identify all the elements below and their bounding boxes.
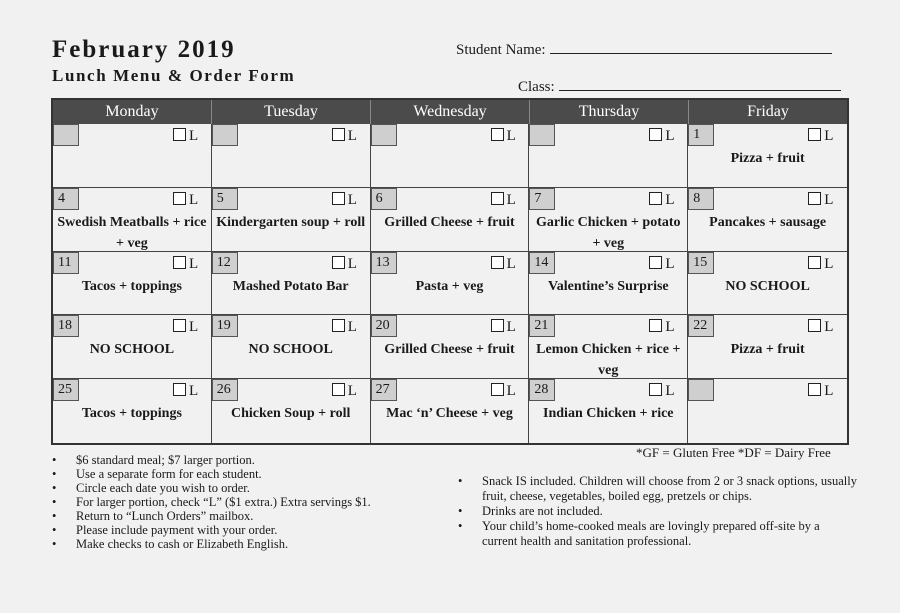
larger-portion-label: L xyxy=(189,128,199,144)
page-subtitle: Lunch Menu & Order Form xyxy=(52,66,296,85)
day-number[interactable] xyxy=(53,124,79,146)
calendar-day-cell[interactable] xyxy=(53,252,212,316)
checkbox-square-icon[interactable] xyxy=(173,319,186,332)
checkbox-square-icon[interactable] xyxy=(491,383,504,396)
day-number[interactable]: 8 xyxy=(688,188,714,210)
larger-portion-checkbox[interactable] xyxy=(491,319,516,335)
calendar-day-cell[interactable] xyxy=(53,188,212,252)
day-number[interactable]: 20 xyxy=(371,315,397,337)
calendar-day-cell[interactable] xyxy=(529,252,688,316)
meal-description: Pasta + veg xyxy=(415,278,484,294)
day-number[interactable]: 15 xyxy=(688,252,714,274)
meal-description: Pancakes + sausage xyxy=(709,214,827,230)
calendar-day-cell[interactable] xyxy=(212,315,371,379)
meal-description: Swedish Meatballs + rice + veg xyxy=(57,214,207,251)
checkbox-square-icon[interactable] xyxy=(173,192,186,205)
larger-portion-checkbox[interactable] xyxy=(332,256,357,272)
weekday-friday: Friday xyxy=(747,103,789,120)
instruction-item: • $6 standard meal; $7 larger portion. xyxy=(52,453,432,467)
larger-portion-label: L xyxy=(189,383,199,400)
larger-portion-checkbox[interactable] xyxy=(808,256,833,272)
checkbox-square-icon[interactable] xyxy=(808,192,821,205)
larger-portion-label: L xyxy=(347,191,357,208)
checkbox-square-icon[interactable] xyxy=(491,192,504,205)
larger-portion-label: L xyxy=(665,255,675,272)
calendar-day-cell[interactable] xyxy=(529,188,688,252)
calendar-day-cell[interactable] xyxy=(53,315,212,379)
larger-portion-label: L xyxy=(347,255,357,272)
instruction-item: • Use a separate form for each student. xyxy=(52,467,432,481)
larger-portion-label: L xyxy=(824,191,834,208)
checkbox-square-icon[interactable] xyxy=(173,383,186,396)
instruction-item: • Please include payment with your order. xyxy=(52,523,432,537)
student-name-label: Student Name: xyxy=(456,42,546,58)
checkbox-square-icon[interactable] xyxy=(808,319,821,332)
larger-portion-checkbox[interactable] xyxy=(332,383,357,399)
meal-description: Chicken Soup + roll xyxy=(231,406,351,422)
larger-portion-label: L xyxy=(665,191,675,208)
day-number[interactable]: 14 xyxy=(529,252,555,274)
larger-portion-checkbox[interactable] xyxy=(173,192,198,208)
weekday-monday: Monday xyxy=(53,100,212,124)
larger-portion-label: L xyxy=(189,191,199,208)
larger-portion-checkbox[interactable] xyxy=(649,192,674,208)
day-number[interactable] xyxy=(371,124,397,146)
calendar-day-cell[interactable] xyxy=(212,252,371,316)
larger-portion-label: L xyxy=(824,319,834,336)
day-number[interactable]: 28 xyxy=(529,379,555,401)
weekday-header xyxy=(53,100,847,124)
meal-description: NO SCHOOL xyxy=(248,342,333,358)
day-number[interactable]: 1 xyxy=(688,124,714,146)
meal-description: Valentine’s Surprise xyxy=(547,278,669,294)
meal-description: Pizza + fruit xyxy=(730,151,805,166)
larger-portion-checkbox[interactable] xyxy=(808,319,833,335)
checkbox-square-icon[interactable] xyxy=(332,256,345,269)
meal-description: NO SCHOOL xyxy=(725,278,810,294)
larger-portion-checkbox[interactable] xyxy=(332,319,357,335)
calendar-day-cell[interactable] xyxy=(53,379,212,443)
meal-description: Lemon Chicken + rice + veg xyxy=(536,342,681,379)
checkbox-square-icon[interactable] xyxy=(649,256,662,269)
larger-portion-label: L xyxy=(824,128,834,144)
larger-portion-checkbox[interactable] xyxy=(649,128,674,144)
checkbox-square-icon[interactable] xyxy=(649,319,662,332)
larger-portion-checkbox[interactable] xyxy=(649,256,674,272)
calendar-day-cell[interactable] xyxy=(371,252,530,316)
larger-portion-checkbox[interactable] xyxy=(491,192,516,208)
day-number[interactable]: 11 xyxy=(53,252,79,274)
note-item: • Drinks are not included. xyxy=(458,504,858,519)
diet-legend: *GF = Gluten Free *DF = Dairy Free xyxy=(636,445,831,460)
calendar-day-cell[interactable] xyxy=(688,315,847,379)
day-number[interactable]: 4 xyxy=(53,188,79,210)
class-line[interactable] xyxy=(559,76,841,91)
day-number[interactable]: 5 xyxy=(212,188,238,210)
class-label: Class: xyxy=(518,79,555,95)
day-number[interactable]: 22 xyxy=(688,315,714,337)
checkbox-square-icon[interactable] xyxy=(491,128,504,141)
larger-portion-checkbox[interactable] xyxy=(808,128,833,144)
note-item: • Your child’s home-cooked meals are lovingly prepared off-site by a current health and sanitation professional. xyxy=(458,519,858,549)
meal-description: NO SCHOOL xyxy=(89,342,175,358)
larger-portion-checkbox[interactable] xyxy=(491,256,516,272)
day-number[interactable]: 12 xyxy=(212,252,238,274)
checkbox-square-icon[interactable] xyxy=(649,383,662,396)
calendar-day-cell[interactable] xyxy=(529,315,688,379)
day-number[interactable]: 27 xyxy=(371,379,397,401)
larger-portion-label: L xyxy=(824,255,834,272)
calendar-day-cell[interactable] xyxy=(688,252,847,316)
calendar-day-cell[interactable] xyxy=(371,124,530,188)
calendar-day-cell[interactable] xyxy=(371,315,530,379)
day-number[interactable]: 19 xyxy=(212,315,238,337)
checkbox-square-icon[interactable] xyxy=(649,192,662,205)
larger-portion-checkbox[interactable] xyxy=(808,192,833,208)
larger-portion-checkbox[interactable] xyxy=(332,192,357,208)
larger-portion-label: L xyxy=(189,255,199,272)
checkbox-square-icon[interactable] xyxy=(808,128,821,141)
checkbox-square-icon[interactable] xyxy=(332,383,345,396)
calendar-day-cell[interactable] xyxy=(688,188,847,252)
weekday-tuesday: Tuesday xyxy=(212,100,371,124)
checkbox-square-icon[interactable] xyxy=(332,192,345,205)
checkbox-square-icon[interactable] xyxy=(808,383,821,396)
page-title: February 2019 xyxy=(52,36,236,63)
larger-portion-label: L xyxy=(665,383,675,400)
larger-portion-checkbox[interactable] xyxy=(332,128,357,144)
student-name-field[interactable] xyxy=(456,39,832,59)
larger-portion-label: L xyxy=(506,319,516,336)
calendar-day-cell[interactable] xyxy=(371,379,530,443)
checkbox-square-icon[interactable] xyxy=(808,256,821,269)
calendar-day-cell[interactable] xyxy=(371,188,530,252)
larger-portion-label: L xyxy=(347,128,357,144)
day-number[interactable]: 26 xyxy=(212,379,238,401)
day-number[interactable]: 13 xyxy=(371,252,397,274)
weekday-thursday: Thursday xyxy=(530,100,689,124)
day-number[interactable]: 7 xyxy=(529,188,555,210)
calendar-day-cell[interactable] xyxy=(212,124,371,188)
checkbox-square-icon[interactable] xyxy=(491,319,504,332)
meal-description: Pizza + fruit xyxy=(730,342,805,358)
checkbox-square-icon[interactable] xyxy=(173,256,186,269)
checkbox-square-icon[interactable] xyxy=(332,319,345,332)
calendar-grid xyxy=(53,124,847,443)
student-name-line[interactable] xyxy=(550,39,832,54)
meal-description: Mashed Potato Bar xyxy=(232,278,349,294)
checkbox-square-icon[interactable] xyxy=(649,128,662,141)
day-number[interactable] xyxy=(688,379,714,401)
lunch-calendar xyxy=(51,98,849,445)
calendar-day-cell[interactable] xyxy=(529,124,688,188)
calendar-day-cell[interactable] xyxy=(529,379,688,443)
meal-description: Mac ‘n’ Cheese + veg xyxy=(386,406,513,422)
day-number[interactable] xyxy=(212,124,238,146)
larger-portion-label: L xyxy=(824,383,834,400)
calendar-day-cell[interactable] xyxy=(212,379,371,443)
larger-portion-checkbox[interactable] xyxy=(649,319,674,335)
calendar-day-cell[interactable] xyxy=(53,124,212,188)
larger-portion-checkbox[interactable] xyxy=(808,383,833,399)
larger-portion-label: L xyxy=(189,319,199,336)
checkbox-square-icon[interactable] xyxy=(491,256,504,269)
meal-description: Kindergarten soup + roll xyxy=(216,214,366,230)
larger-portion-label: L xyxy=(347,319,357,336)
larger-portion-checkbox[interactable] xyxy=(173,383,198,399)
larger-portion-label: L xyxy=(506,383,516,400)
day-number[interactable] xyxy=(529,124,555,146)
checkbox-square-icon[interactable] xyxy=(173,128,186,141)
larger-portion-checkbox[interactable] xyxy=(491,383,516,399)
weekday-wednesday: Wednesday xyxy=(371,100,530,124)
larger-portion-checkbox[interactable] xyxy=(173,128,198,144)
larger-portion-label: L xyxy=(665,319,675,336)
calendar-day-cell[interactable] xyxy=(688,379,847,443)
instruction-item: • Make checks to cash or Elizabeth English. xyxy=(52,537,432,551)
meal-notes xyxy=(458,474,858,549)
meal-description: Indian Chicken + rice xyxy=(543,406,674,422)
calendar-day-cell[interactable] xyxy=(688,124,847,188)
meal-description: Grilled Cheese + fruit xyxy=(384,342,515,358)
meal-description: Garlic Chicken + potato + veg xyxy=(536,214,681,251)
day-number[interactable]: 18 xyxy=(53,315,79,337)
day-number[interactable]: 6 xyxy=(371,188,397,210)
larger-portion-label: L xyxy=(665,128,675,144)
calendar-day-cell[interactable] xyxy=(212,188,371,252)
instruction-item: • Return to “Lunch Orders” mailbox. xyxy=(52,509,432,523)
larger-portion-label: L xyxy=(506,191,516,208)
meal-description: Grilled Cheese + fruit xyxy=(384,214,515,230)
day-number[interactable]: 21 xyxy=(529,315,555,337)
meal-description: Tacos + toppings xyxy=(81,278,182,294)
checkbox-square-icon[interactable] xyxy=(332,128,345,141)
larger-portion-label: L xyxy=(347,383,357,400)
instruction-item: • Circle each date you wish to order. xyxy=(52,481,432,495)
meal-description: Tacos + toppings xyxy=(81,406,182,422)
larger-portion-checkbox[interactable] xyxy=(649,383,674,399)
larger-portion-label: L xyxy=(506,128,516,144)
larger-portion-checkbox[interactable] xyxy=(491,128,516,144)
instruction-item: • For larger portion, check “L” ($1 extra.) Extra servings $1. xyxy=(52,495,432,509)
day-number[interactable]: 25 xyxy=(53,379,79,401)
larger-portion-checkbox[interactable] xyxy=(173,319,198,335)
order-instructions xyxy=(52,453,432,551)
larger-portion-checkbox[interactable] xyxy=(173,256,198,272)
larger-portion-label: L xyxy=(506,255,516,272)
class-field[interactable] xyxy=(518,76,841,96)
note-item: • Snack IS included. Children will choose from 2 or 3 snack options, usually fruit, cheese, vegetables, boiled egg, pretzels or chips. xyxy=(458,474,858,504)
